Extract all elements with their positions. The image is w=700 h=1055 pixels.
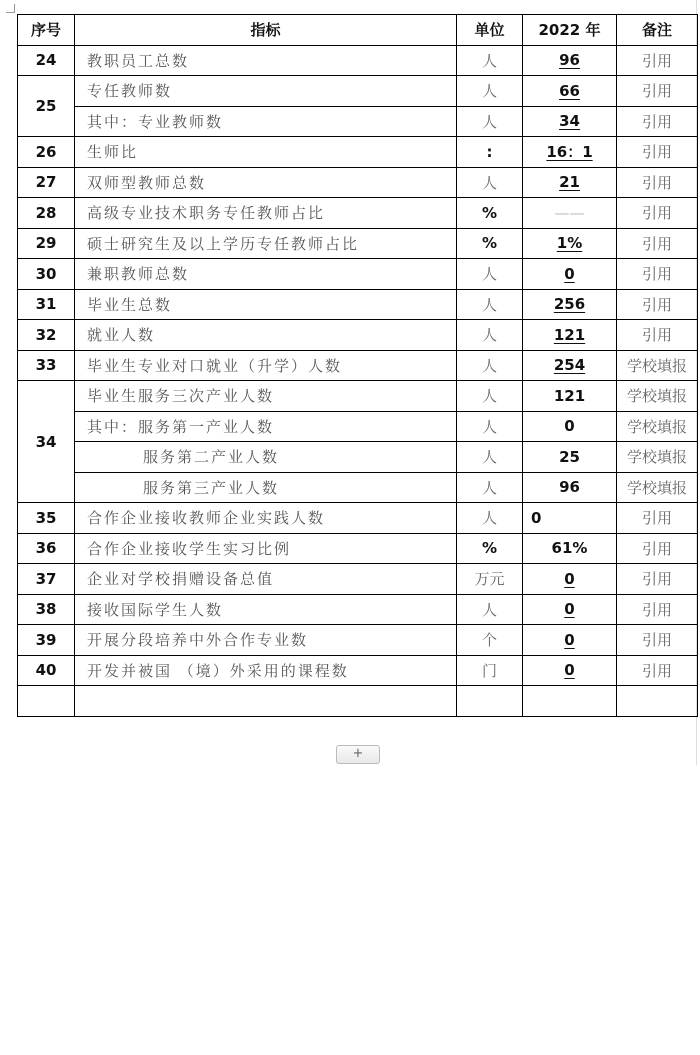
table-row — [18, 564, 698, 595]
value-text: 21 — [559, 173, 580, 192]
cell-unit[interactable] — [457, 686, 523, 717]
cell-note[interactable]: 引用 — [617, 533, 698, 564]
cell-note[interactable]: 引用 — [617, 137, 698, 168]
cell-unit[interactable]: 人 — [457, 503, 523, 534]
cell-unit[interactable]: 万元 — [457, 564, 523, 595]
cell-unit[interactable]: % — [457, 228, 523, 259]
value-text: 16：1 — [546, 143, 593, 162]
cell-value[interactable]: 0 — [523, 411, 617, 442]
cell-note[interactable]: 引用 — [617, 228, 698, 259]
cell-note[interactable]: 引用 — [617, 259, 698, 290]
value-text: 96 — [559, 51, 580, 70]
value-text: 0 — [564, 661, 575, 680]
cell-unit[interactable]: 个 — [457, 625, 523, 656]
cell-value[interactable]: —— — [523, 198, 617, 229]
cell-unit[interactable]: 人 — [457, 289, 523, 320]
cell-note[interactable] — [617, 686, 698, 717]
cell-seq[interactable]: 37 — [18, 564, 75, 595]
cell-seq[interactable]: 35 — [18, 503, 75, 534]
cell-unit[interactable]: 人 — [457, 442, 523, 473]
cell-value[interactable] — [523, 259, 617, 290]
cell-name[interactable]: 生师比 — [75, 137, 457, 168]
indicator-table — [17, 14, 698, 717]
value-text: 34 — [559, 112, 580, 131]
cell-name[interactable]: 合作企业接收教师企业实践人数 — [75, 503, 457, 534]
cell-unit[interactable]: 人 — [457, 76, 523, 107]
cell-seq[interactable]: 29 — [18, 228, 75, 259]
cell-unit[interactable]: 人 — [457, 320, 523, 351]
cell-value[interactable] — [523, 625, 617, 656]
cell-name[interactable]: 毕业生专业对口就业（升学）人数 — [75, 350, 457, 381]
cell-seq[interactable]: 33 — [18, 350, 75, 381]
value-text: 66 — [559, 81, 580, 100]
value-text: 254 — [553, 356, 586, 375]
cell-value[interactable] — [523, 594, 617, 625]
table-row — [18, 320, 698, 351]
cell-name[interactable]: 开发并被国 （境）外采用的课程数 — [75, 655, 457, 686]
cell-note[interactable]: 引用 — [617, 167, 698, 198]
cell-value[interactable]: 121 — [523, 381, 617, 412]
cell-seq[interactable]: 30 — [18, 259, 75, 290]
value-text: 0 — [564, 264, 575, 283]
cell-note[interactable]: 引用 — [617, 594, 698, 625]
cell-note[interactable]: 学校填报 — [617, 442, 698, 473]
cell-name[interactable]: 其中：服务第一产业人数 — [75, 411, 457, 442]
table-row — [18, 137, 698, 168]
table-row — [18, 76, 698, 107]
value-text: 121 — [553, 325, 586, 344]
cell-seq[interactable]: 34 — [18, 381, 75, 503]
table-row — [18, 442, 698, 473]
header-year[interactable]: 2022 年 — [523, 15, 617, 46]
table-row — [18, 381, 698, 412]
cell-seq[interactable]: 26 — [18, 137, 75, 168]
cell-name[interactable]: 服务第二产业人数 — [75, 442, 457, 473]
cell-unit[interactable]: % — [457, 533, 523, 564]
cell-value[interactable]: 61% — [523, 533, 617, 564]
cell-unit[interactable]: 人 — [457, 350, 523, 381]
plus-icon: + — [352, 746, 364, 761]
cell-seq[interactable]: 36 — [18, 533, 75, 564]
add-row-button[interactable] — [336, 745, 380, 764]
cell-name[interactable]: 就业人数 — [75, 320, 457, 351]
value-text: 1% — [556, 234, 583, 253]
table-row — [18, 289, 698, 320]
cell-seq[interactable]: 27 — [18, 167, 75, 198]
cell-unit[interactable]: 人 — [457, 594, 523, 625]
cell-value[interactable] — [523, 655, 617, 686]
cell-seq[interactable]: 38 — [18, 594, 75, 625]
cell-value[interactable] — [523, 137, 617, 168]
corner-mark — [6, 4, 15, 13]
cell-name[interactable]: 接收国际学生人数 — [75, 594, 457, 625]
cell-value[interactable] — [523, 45, 617, 76]
table-header-row — [18, 15, 698, 46]
cell-value[interactable] — [523, 289, 617, 320]
cell-unit[interactable]: : — [457, 137, 523, 168]
table-row — [18, 533, 698, 564]
cell-note[interactable]: 引用 — [617, 198, 698, 229]
table-row — [18, 411, 698, 442]
cell-note[interactable]: 引用 — [617, 106, 698, 137]
table-row — [18, 472, 698, 503]
table-row — [18, 198, 698, 229]
cell-value[interactable] — [523, 76, 617, 107]
cell-value[interactable] — [523, 320, 617, 351]
table-row-empty — [18, 686, 698, 717]
value-text: 0 — [564, 569, 575, 588]
table-row — [18, 167, 698, 198]
table-row — [18, 594, 698, 625]
cell-name[interactable]: 教职员工总数 — [75, 45, 457, 76]
cell-name[interactable]: 企业对学校捐赠设备总值 — [75, 564, 457, 595]
cell-seq[interactable]: 25 — [18, 76, 75, 137]
value-text: 0 — [564, 630, 575, 649]
cell-name[interactable]: 毕业生服务三次产业人数 — [75, 381, 457, 412]
cell-seq[interactable]: 39 — [18, 625, 75, 656]
cell-name[interactable]: 兼职教师总数 — [75, 259, 457, 290]
cell-value[interactable] — [523, 686, 617, 717]
cell-note[interactable]: 引用 — [617, 564, 698, 595]
cell-seq[interactable]: 28 — [18, 198, 75, 229]
cell-name[interactable]: 双师型教师总数 — [75, 167, 457, 198]
cell-note[interactable]: 学校填报 — [617, 411, 698, 442]
cell-note[interactable]: 引用 — [617, 655, 698, 686]
cell-note[interactable]: 引用 — [617, 625, 698, 656]
cell-name[interactable]: 其中：专业教师数 — [75, 106, 457, 137]
header-name[interactable]: 指标 — [75, 15, 457, 46]
cell-value[interactable] — [523, 228, 617, 259]
cell-unit[interactable]: % — [457, 198, 523, 229]
cell-name[interactable] — [75, 686, 457, 717]
cell-seq[interactable] — [18, 686, 75, 717]
cell-seq[interactable]: 32 — [18, 320, 75, 351]
cell-note[interactable]: 学校填报 — [617, 381, 698, 412]
cell-value[interactable] — [523, 167, 617, 198]
cell-value[interactable]: 25 — [523, 442, 617, 473]
cell-note[interactable]: 学校填报 — [617, 472, 698, 503]
table-row — [18, 228, 698, 259]
cell-unit[interactable]: 人 — [457, 106, 523, 137]
cell-name[interactable]: 开展分段培养中外合作专业数 — [75, 625, 457, 656]
value-text: 0 — [564, 600, 575, 619]
cell-name[interactable]: 专任教师数 — [75, 76, 457, 107]
cell-value[interactable]: 0 — [523, 503, 617, 534]
table-row — [18, 625, 698, 656]
cell-name[interactable]: 合作企业接收学生实习比例 — [75, 533, 457, 564]
cell-seq[interactable]: 31 — [18, 289, 75, 320]
cell-unit[interactable]: 人 — [457, 259, 523, 290]
cell-seq[interactable]: 24 — [18, 45, 75, 76]
header-unit[interactable]: 单位 — [457, 15, 523, 46]
table-row — [18, 259, 698, 290]
cell-unit[interactable]: 人 — [457, 411, 523, 442]
table-row — [18, 350, 698, 381]
cell-unit[interactable]: 门 — [457, 655, 523, 686]
cell-name[interactable]: 硕士研究生及以上学历专任教师占比 — [75, 228, 457, 259]
cell-unit[interactable]: 人 — [457, 381, 523, 412]
cell-name[interactable]: 服务第三产业人数 — [75, 472, 457, 503]
cell-note[interactable]: 引用 — [617, 320, 698, 351]
cell-unit[interactable]: 人 — [457, 45, 523, 76]
cell-value[interactable] — [523, 106, 617, 137]
table-row — [18, 45, 698, 76]
table-row — [18, 503, 698, 534]
cell-value[interactable] — [523, 564, 617, 595]
cell-note[interactable]: 引用 — [617, 45, 698, 76]
header-note[interactable]: 备注 — [617, 15, 698, 46]
cell-name[interactable]: 毕业生总数 — [75, 289, 457, 320]
cell-note[interactable]: 引用 — [617, 289, 698, 320]
cell-name[interactable]: 高级专业技术职务专任教师占比 — [75, 198, 457, 229]
cell-unit[interactable]: 人 — [457, 167, 523, 198]
table-row — [18, 106, 698, 137]
cell-seq[interactable]: 40 — [18, 655, 75, 686]
cell-value[interactable]: 96 — [523, 472, 617, 503]
cell-value[interactable] — [523, 350, 617, 381]
cell-unit[interactable]: 人 — [457, 472, 523, 503]
cell-note[interactable]: 引用 — [617, 503, 698, 534]
cell-note[interactable]: 引用 — [617, 76, 698, 107]
table-row — [18, 655, 698, 686]
header-seq[interactable]: 序号 — [18, 15, 75, 46]
cell-note[interactable]: 学校填报 — [617, 350, 698, 381]
value-text: 256 — [553, 295, 586, 314]
